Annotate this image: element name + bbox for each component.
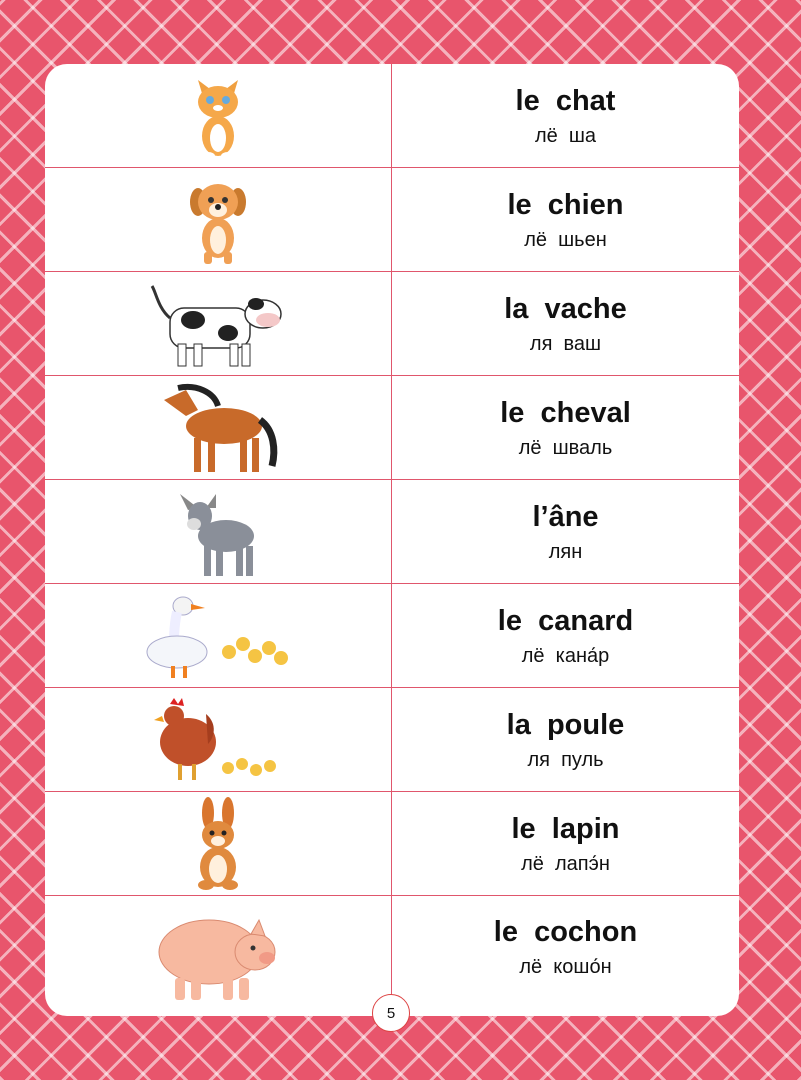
french-word: la poule bbox=[506, 709, 625, 741]
french-word: le cochon bbox=[493, 916, 638, 948]
pronunciation: ля ваш bbox=[529, 333, 602, 355]
pig-icon bbox=[155, 908, 281, 1004]
dog-icon bbox=[186, 174, 250, 266]
french-word: la vache bbox=[504, 293, 627, 325]
page-number: 5 bbox=[372, 994, 410, 1032]
vocab-row-cow bbox=[45, 272, 739, 376]
hen-icon bbox=[148, 694, 288, 786]
vocab-row-dog bbox=[45, 168, 739, 272]
pronunciation: лё кошо́н bbox=[519, 956, 612, 978]
pronunciation: лё шваль bbox=[518, 437, 613, 459]
horse-icon bbox=[156, 380, 280, 476]
cow-icon bbox=[148, 278, 288, 370]
pronunciation: ля пуль bbox=[527, 749, 604, 771]
vocab-row-horse bbox=[45, 376, 739, 480]
cat-icon bbox=[188, 70, 248, 162]
vocab-row-rabbit bbox=[45, 792, 739, 896]
vocabulary-card bbox=[45, 64, 739, 1016]
pronunciation: лё лапэ́н bbox=[521, 853, 610, 875]
french-word: le chat bbox=[515, 85, 616, 117]
rabbit-icon bbox=[188, 797, 248, 891]
donkey-icon bbox=[176, 486, 260, 578]
vocab-row-donkey bbox=[45, 480, 739, 584]
french-word: le lapin bbox=[511, 813, 620, 845]
french-word: l’âne bbox=[532, 501, 599, 533]
pronunciation: лё шьен bbox=[524, 229, 607, 251]
pronunciation: лё кана́р bbox=[521, 645, 610, 667]
vocab-row-duck bbox=[45, 584, 739, 688]
duck-icon bbox=[143, 590, 293, 682]
pronunciation: лё ша bbox=[534, 125, 597, 147]
vocab-row-cat bbox=[45, 64, 739, 168]
french-word: le canard bbox=[497, 605, 634, 637]
vocab-row-hen bbox=[45, 688, 739, 792]
french-word: le chien bbox=[507, 189, 624, 221]
pronunciation: лян bbox=[548, 541, 583, 563]
french-word: le cheval bbox=[500, 397, 631, 429]
